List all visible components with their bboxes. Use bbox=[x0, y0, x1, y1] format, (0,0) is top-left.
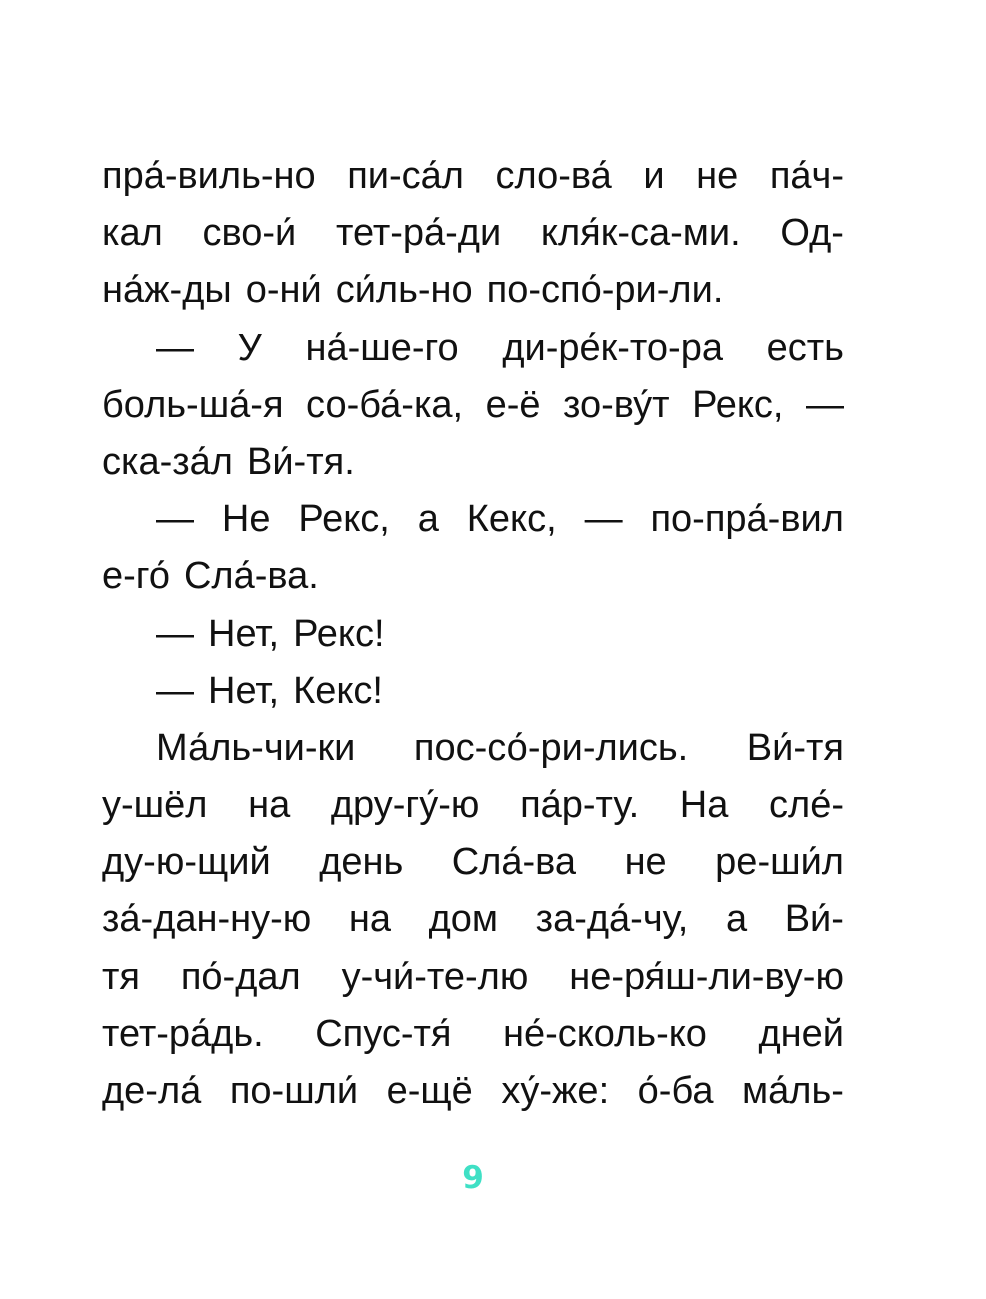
word: Ма́ль-чи-ки bbox=[156, 726, 356, 769]
word: у-шёл bbox=[102, 784, 208, 827]
word: де-ла́ bbox=[102, 1070, 202, 1112]
word: тя bbox=[102, 955, 140, 998]
word: Сла́-ва bbox=[451, 841, 577, 884]
word: не-ря́ш-ли-ву-ю bbox=[569, 955, 844, 998]
text-line bbox=[102, 491, 844, 548]
word: не́-сколь-ко bbox=[502, 1012, 707, 1055]
word: Рекс, bbox=[692, 383, 784, 426]
word: по-шли́ bbox=[229, 1070, 359, 1112]
word: тет-ра́-ди bbox=[335, 212, 502, 255]
word: Од- bbox=[780, 212, 844, 255]
word: Нет, bbox=[208, 669, 280, 712]
word: ду-ю-щий bbox=[102, 841, 271, 884]
text-line bbox=[102, 320, 844, 377]
word: — bbox=[156, 669, 194, 712]
word: Сла́-ва. bbox=[183, 555, 319, 598]
word: боль-ша́-я bbox=[102, 383, 284, 426]
text-line bbox=[102, 377, 844, 434]
word: си́ль-но bbox=[335, 269, 473, 312]
word: е-ё bbox=[485, 383, 541, 426]
word: за-да́-чу, bbox=[535, 898, 689, 941]
text-line bbox=[102, 949, 844, 1006]
word: а bbox=[417, 498, 439, 541]
word: Кекс! bbox=[293, 669, 383, 712]
word: сво-и́ bbox=[202, 212, 297, 255]
text-line bbox=[102, 1063, 844, 1120]
word: — bbox=[156, 612, 194, 655]
word: Кекс, bbox=[466, 498, 557, 541]
word: за́-дан-ну-ю bbox=[102, 898, 312, 941]
text-line bbox=[102, 834, 844, 891]
word: дру-гу́-ю bbox=[330, 784, 480, 827]
word: пра́-виль-но bbox=[102, 155, 316, 197]
word: е-го́ bbox=[102, 555, 170, 598]
word: о́-ба bbox=[637, 1070, 714, 1112]
word: Рекс! bbox=[293, 612, 385, 655]
text-line bbox=[102, 777, 844, 834]
word: Рекс, bbox=[298, 498, 390, 541]
word: кал bbox=[102, 212, 163, 255]
word: — bbox=[156, 498, 194, 541]
word: ху́-же: bbox=[501, 1070, 610, 1112]
word: Ви́- bbox=[784, 898, 844, 941]
word: пи-са́л bbox=[347, 155, 464, 197]
word: кля́к-са-ми. bbox=[540, 212, 741, 255]
text-line bbox=[102, 1006, 844, 1063]
word: Ви́-тя. bbox=[246, 440, 355, 483]
word: — bbox=[805, 383, 844, 426]
page-number: 9 bbox=[462, 1160, 484, 1196]
word: есть bbox=[766, 326, 844, 369]
word: — bbox=[156, 326, 194, 369]
text-line bbox=[102, 434, 844, 491]
word: е-щё bbox=[386, 1070, 473, 1112]
word: У bbox=[237, 326, 262, 369]
text-line bbox=[102, 548, 844, 605]
word: сло-ва́ bbox=[495, 155, 612, 197]
word: и bbox=[643, 155, 665, 197]
word: по-спо́-ри-ли. bbox=[486, 269, 724, 312]
word: не bbox=[696, 155, 739, 197]
word: ска-за́л bbox=[102, 440, 233, 483]
word: пос-со́-ри-лись. bbox=[413, 726, 689, 769]
word: не bbox=[624, 841, 667, 884]
word: на́-ше-го bbox=[305, 326, 459, 369]
word: о-ни́ bbox=[245, 269, 322, 312]
word: па́р-ту. bbox=[520, 784, 640, 827]
word: зо-ву́т bbox=[563, 383, 670, 426]
body-text bbox=[102, 148, 844, 1120]
word: па́ч- bbox=[769, 155, 844, 197]
word: Не bbox=[221, 498, 271, 541]
word: со-ба́-ка, bbox=[306, 383, 464, 426]
text-line bbox=[102, 720, 844, 777]
word: ди-ре́к-то-ра bbox=[502, 326, 723, 369]
text-line bbox=[102, 663, 844, 720]
word: у-чи́-те-лю bbox=[341, 955, 529, 998]
text-line bbox=[102, 205, 844, 262]
word: Нет, bbox=[208, 612, 280, 655]
word: На bbox=[679, 784, 729, 827]
text-line bbox=[102, 262, 844, 319]
word: на bbox=[248, 784, 291, 827]
word: а bbox=[725, 898, 748, 941]
text-line bbox=[102, 891, 844, 948]
word: дом bbox=[428, 898, 499, 941]
word: по-пра́-вил bbox=[650, 498, 844, 541]
word: на bbox=[348, 898, 392, 941]
word: ре-ши́л bbox=[715, 841, 844, 884]
word: по́-дал bbox=[180, 955, 301, 998]
word: ма́ль- bbox=[742, 1070, 844, 1112]
text-line bbox=[102, 606, 844, 663]
word: Спус-тя́ bbox=[315, 1012, 452, 1055]
text-line bbox=[102, 148, 844, 205]
word: тет-ра́дь. bbox=[102, 1012, 264, 1055]
word: день bbox=[319, 841, 404, 884]
word: — bbox=[584, 498, 623, 541]
word: на́ж-ды bbox=[102, 269, 232, 312]
word: дней bbox=[758, 1012, 844, 1055]
word: Ви́-тя bbox=[746, 726, 844, 769]
word: сле́- bbox=[769, 784, 844, 827]
